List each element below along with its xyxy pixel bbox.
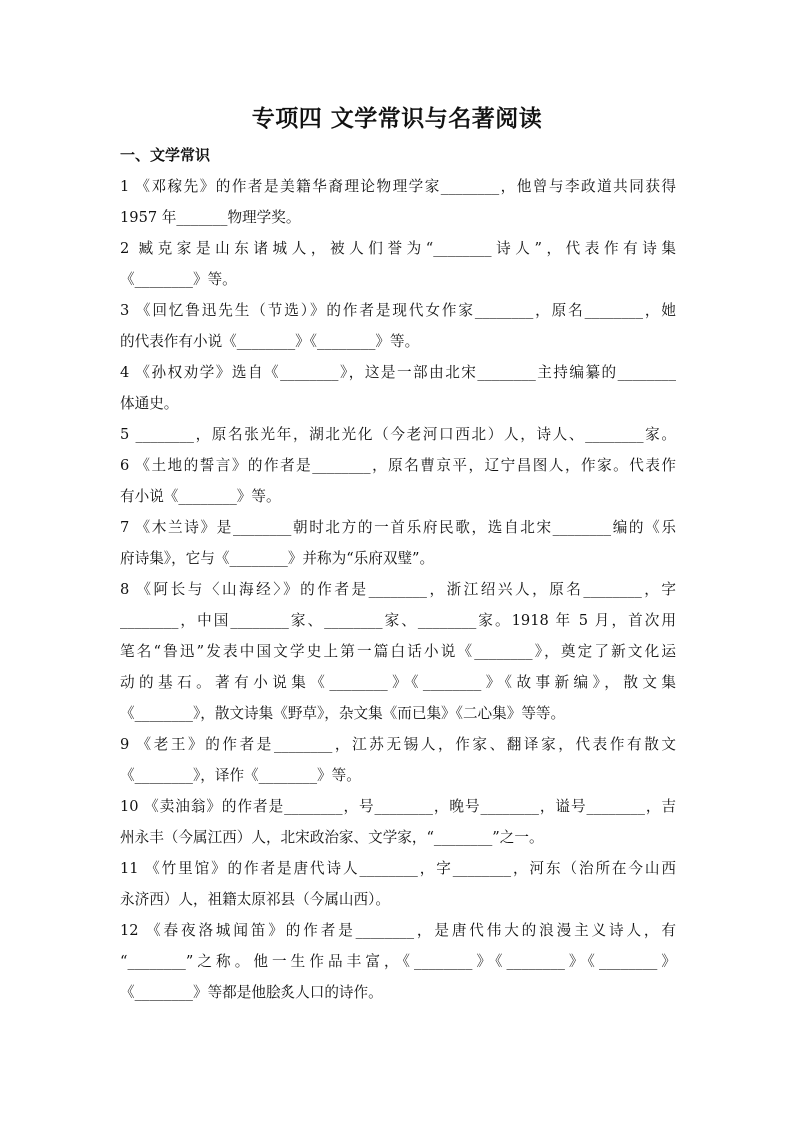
text-line: 永济西）人，祖籍太原祁县（今属山西）。 [120,891,390,908]
text-line: 体通史。 [120,395,179,412]
text-line: 《________》，散文诗集《野草》，杂文集《而已集》《二心集》等等。 [120,705,566,722]
text-line: 有小说《________》等。 [120,488,281,505]
text-line: 1957 年_______物理学奖。 [120,209,301,226]
text-line: 动的基石。著有小说集《________》《________》《故事新编》，散文集 [120,674,676,691]
text-line: 12 《春夜洛城闻笛》的作者是________，是唐代伟大的浪漫主义诗人，有 [120,922,676,939]
text-line: 笔名“鲁迅”发表中国文学史上第一篇白话小说《________》，奠定了新文化运 [120,643,676,660]
text-line: 2 臧克家是山东诸城人，被人们誉为“________诗人”，代表作有诗集 [120,240,676,257]
text-line: 1 《邓稼先》的作者是美籍华裔理论物理学家________，他曾与李政道共同获得 [120,178,676,195]
text-line: 《________》等都是他脍炙人口的诗作。 [120,984,383,1001]
page-title: 专项四 文学常识与名著阅读 [251,106,543,132]
question-list [120,171,676,1008]
section-heading: 一、文学常识 [120,146,211,164]
text-line: 府诗集》，它与《________》并称为“乐府双璧”。 [120,550,435,567]
text-line: 3 《回忆鲁迅先生（节选）》的作者是现代女作家________，原名________，她 [120,302,676,319]
text-line: 《________》，译作《________》等。 [120,767,361,784]
text-line: 8 《阿长与〈山海经〉》的作者是________，浙江绍兴人，原名________，字 [120,581,676,598]
text-line: 7 《木兰诗》是________朝时北方的一首乐府民歌，选自北宋________编的《乐 [120,519,676,536]
text-line: 9 《老王》的作者是________，江苏无锡人，作家、翻译家，代表作有散文 [120,736,676,753]
text-line: 4 《孙权劝学》选自《________》，这是一部由北宋________主持编纂的________ [120,364,676,381]
text-line: 6 《土地的誓言》的作者是________，原名曹京平，辽宁昌图人，作家。代表作 [120,457,676,474]
text-line: 10 《卖油翁》的作者是________，号________，晚号________，谥号________，吉 [120,798,676,815]
text-line: 11 《竹里馆》的作者是唐代诗人________，字________，河东（治所在今山西 [120,860,676,877]
text-line: ________，中国________家、________家、________家。1918 年 5 月，首次用 [120,612,676,629]
text-line: 州永丰（今属江西）人，北宋政治家、文学家，“________”之一。 [120,829,544,846]
text-line: 的代表作有小说《________》《________》等。 [120,333,420,350]
text-line: “________”之称。他一生作品丰富，《________》《________》《________》 [120,953,676,970]
text-line: 5 ________，原名张光年，湖北光化（今老河口西北）人，诗人、________家。 [120,426,676,443]
text-line: 《________》等。 [120,271,237,288]
